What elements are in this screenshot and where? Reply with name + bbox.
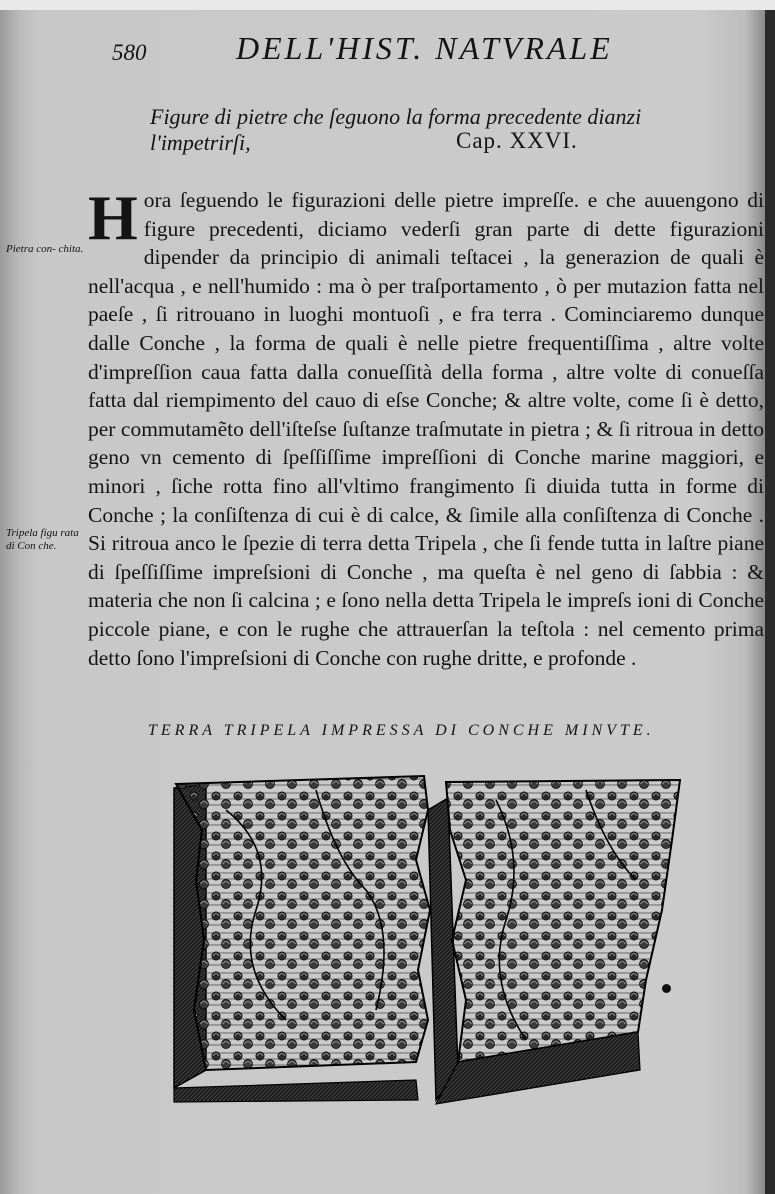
- chapter-number: Cap. XXVI.: [456, 128, 578, 153]
- right-slab-face: [446, 780, 680, 1062]
- left-slab-bottom: [174, 1080, 418, 1102]
- chapter-title-line-2: l'impetrirſi,: [150, 130, 251, 155]
- drop-cap: H: [88, 182, 138, 253]
- marginal-note-tripela: Tripela figu rata di Con che.: [6, 527, 79, 552]
- left-slab-face: [176, 776, 430, 1070]
- chapter-title-line-1: Figure di pietre che ſeguono la forma precedente dianzi: [150, 104, 642, 129]
- marginal-note-pietra-conchita: Pietra con- chita.: [6, 243, 84, 255]
- running-title: DELL'HIST. NATVRALE: [236, 30, 613, 66]
- page-number: 580: [112, 40, 147, 65]
- body-paragraph: [88, 182, 764, 672]
- woodcut-illustration: [166, 770, 686, 1110]
- chapter-title: [150, 104, 710, 156]
- figure-caption: TERRA TRIPELA IMPRESSA DI CONCHE MINVTE.: [148, 722, 655, 739]
- body-text: ora ſeguendo le figurazioni delle pietre impreſſe. e che auuengono di figure precedenti, diciamo vederſi gran parte di dette figurazioni dipender da principio di animali teſtacei , la generazion de quali è nell'acqua , e nell'humido : ma ò per traſportamento , ò per mutazion fatta nel paeſe , ſi ritrouano in luoghi montuoſi , e fra terra . Cominciaremo dunque dalle Conche , la forma de quali è nelle pietre frequentiſſima , altre volte d'impreſſion caua fatta dalla conueſſità della forma , altre volte di conueſſa fatta dal riempimento del cauo di eſse Conche; & altre volte, come ſi è detto, per commutamẽto dell'iſteſse ſuſtanze traſmutate in pietra ; & ſi ritroua in detto geno vn cemento di ſpeſſiſſime impreſſioni di Conche marine maggiori, e minori , ſiche rotta fino all'vltimo frangimento ſi diuida tutta in forme di Conche ; la conſiſtenza di cui è di calce, & ſimile alla conſiſtenza di Conche . Si ritroua anco le ſpezie di terra detta Tripela , che ſi fende tutta in laſtre piane di ſpeſſiſſime impreſsioni di Conche , ma queſta è nel geno di ſabbia : & materia che non ſi calcina ; e ſono nella detta Tripela le impreſs ioni di Conche piccole piane, e con le rughe che attrauerſan la teſtola : nel cemento prima detto ſono l'impreſsioni di Conche con rughe dritte, e profonde .: [88, 188, 764, 670]
- scan-top-margin: [0, 0, 775, 10]
- ink-spot: [662, 984, 671, 993]
- scan-right-edge: [765, 10, 775, 1194]
